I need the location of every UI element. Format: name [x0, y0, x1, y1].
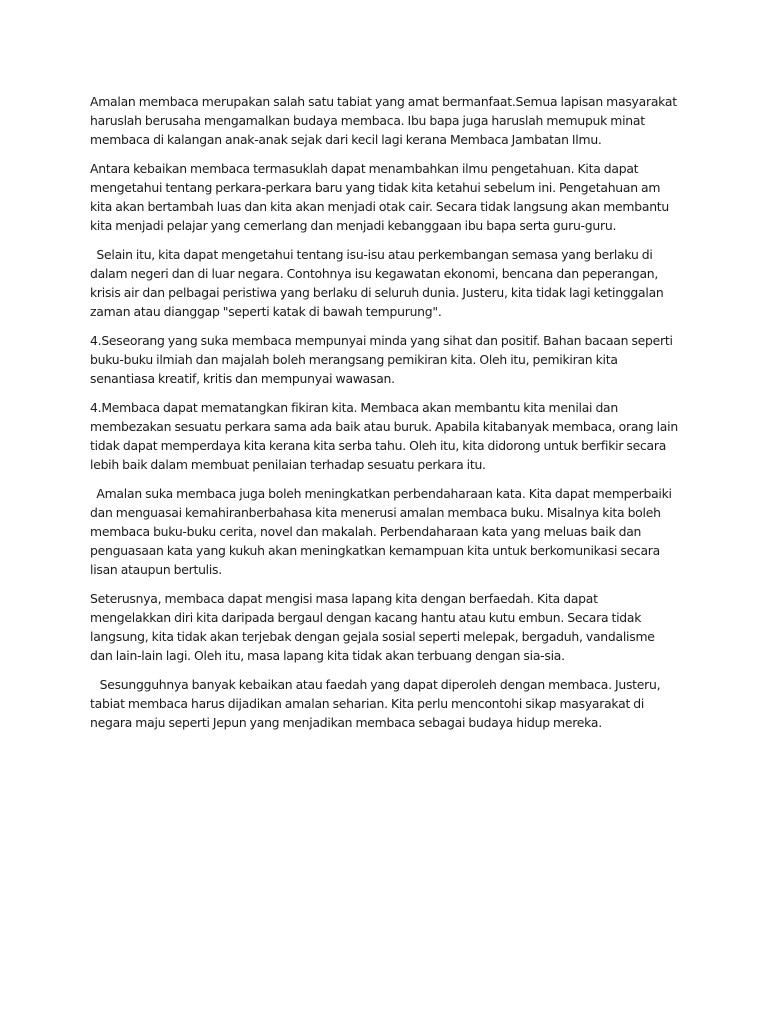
paragraph-6: Amalan suka membaca juga boleh meningkatkan perbendaharaan kata. Kita dapat memperbaiki dan menguasai kemahiranberbahasa kita menerusi amalan membaca buku. Misalnya kita boleh membaca buku-buku cerita, novel dan makalah. Perbendaharaan kata yang meluas baik dan penguasaan kata yang kukuh akan meningkatkan kemampuan kita untuk berkomunikasi secara lisan ataupun bertulis. — [90, 486, 675, 577]
paragraph-3: Selain itu, kita dapat mengetahui tentang isu-isu atau perkembangan semasa yang berlaku di dalam negeri dan di luar negara. Contohnya isu kegawatan ekonomi, bencana dan peperangan, krisis air dan pelbagai peristiwa yang berlaku di seluruh dunia. Justeru, kita tidak lagi ketinggalan zaman atau dianggap "seperti katak di bawah tempurung". — [90, 247, 667, 319]
paragraph-2: Antara kebaikan membaca termasuklah dapat menambahkan ilmu pengetahuan. Kita dapat mengetahui tentang perkara-perkara baru yang tidak kita ketahui sebelum ini. Pengetahuan am kita akan bertambah luas dan kita akan menjadi otak cair. Secara tidak langsung akan membantu kita menjadi pelajar yang cemerlang dan menjadi kebanggaan ibu bapa serta guru-guru. — [90, 161, 673, 233]
paragraph-7: Seterusnya, membaca dapat mengisi masa lapang kita dengan berfaedah. Kita dapat mengelakkan diri kita daripada bergaul dengan kacang hantu atau kutu embun. Secara tidak langsung, kita tidak akan terjebak dengan gejala sosial seperti melepak, bergaduh, vandalisme dan lain-lain lagi. Oleh itu, masa lapang kita tidak akan terbuang dengan sia-sia. — [90, 591, 658, 663]
paragraph-8: Sesungguhnya banyak kebaikan atau faedah yang dapat diperoleh dengan membaca. Justeru, tabiat membaca harus dijadikan amalan seharian. Kita perlu mencontohi sikap masyarakat di negara maju seperti Jepun yang menjadikan membaca sebagai budaya hidup mereka. — [90, 677, 664, 730]
paragraph-1: Amalan membaca merupakan salah satu tabiat yang amat bermanfaat.Semua lapisan masyarakat haruslah berusaha mengamalkan budaya membaca. Ibu bapa juga haruslah memupuk minat membaca di kalangan anak-anak sejak dari kecil lagi kerana Membaca Jambatan Ilmu. — [90, 94, 681, 147]
paragraph-4: 4.Seseorang yang suka membaca mempunyai minda yang sihat dan positif. Bahan bacaan seperti buku-buku ilmiah dan majalah boleh merangsang pemikiran kita. Oleh itu, pemikiran kita senantiasa kreatif, kritis dan mempunyai wawasan. — [90, 333, 676, 386]
paragraph-5: 4.Membaca dapat mematangkan fikiran kita. Membaca akan membantu kita menilai dan membezakan sesuatu perkara sama ada baik atau buruk. Apabila kitabanyak membaca, orang lain tidak dapat memperdaya kita kerana kita serba tahu. Oleh itu, kita didorong untuk berfikir secara lebih baik dalam membuat penilaian terhadap sesuatu perkara itu. — [90, 400, 682, 472]
document-body — [90, 92, 680, 742]
